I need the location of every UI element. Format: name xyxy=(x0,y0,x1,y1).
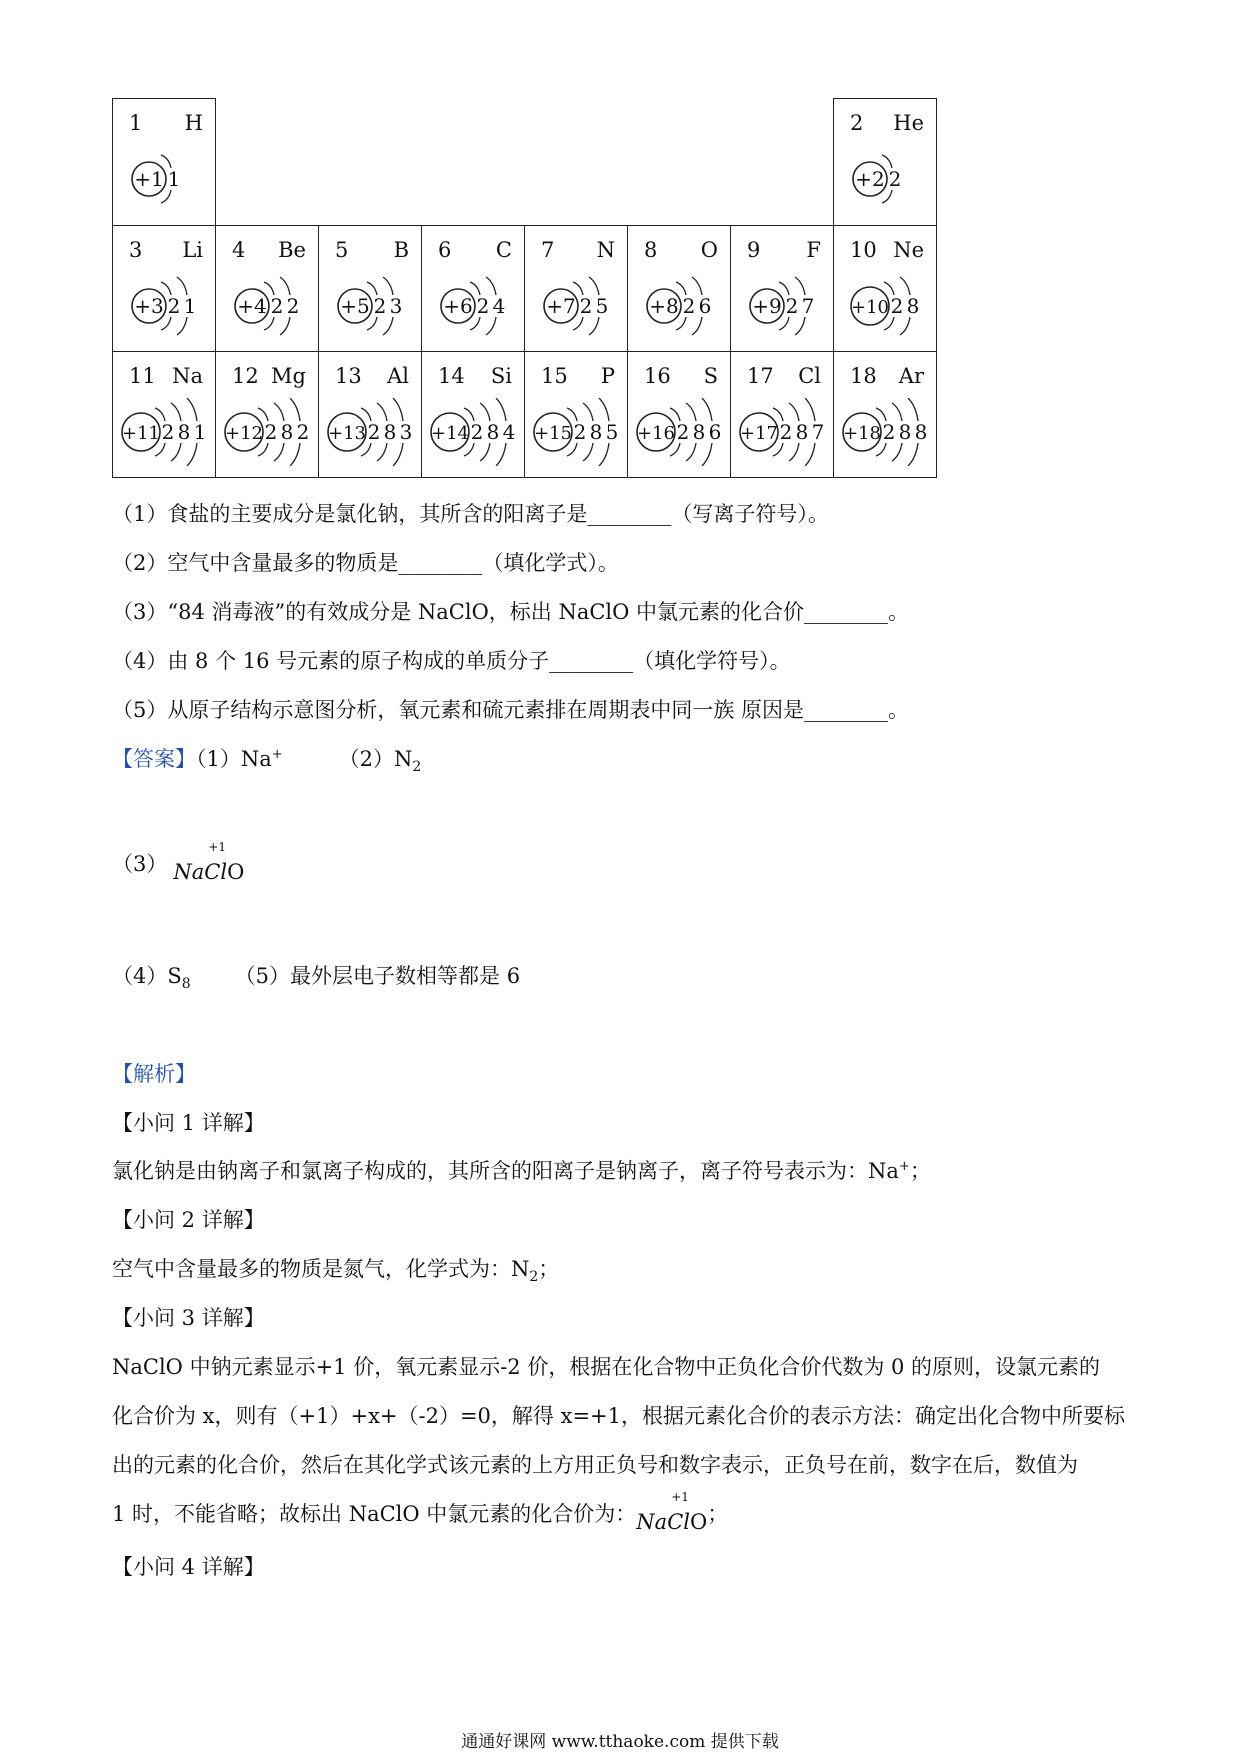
shell-electrons: 8 xyxy=(898,420,912,444)
element-symbol: S xyxy=(703,364,718,388)
element-cell xyxy=(525,226,628,352)
shell-arc xyxy=(773,443,783,456)
shell-arc xyxy=(187,398,197,421)
shell-electrons: 2 xyxy=(573,420,587,444)
nucleus-charge: +3 xyxy=(134,294,164,318)
shell-arc xyxy=(589,317,599,335)
atom-diagram xyxy=(325,272,419,340)
element-symbol: P xyxy=(600,364,615,388)
nucleus-charge: +18 xyxy=(843,423,881,444)
atom-diagram xyxy=(840,272,934,340)
atomic-number: 16 xyxy=(644,364,671,388)
atomic-number: 9 xyxy=(747,238,761,262)
shell-arc xyxy=(795,277,805,295)
element-symbol: N xyxy=(596,238,615,262)
shell-arc xyxy=(496,398,506,421)
shell-electrons: 2 xyxy=(785,294,799,318)
shell-electrons: 5 xyxy=(595,294,609,318)
shell-arc xyxy=(274,403,284,421)
atomic-number: 14 xyxy=(438,364,465,388)
section-4-title: 【小问 4 详解】 xyxy=(112,1555,265,1579)
element-cell xyxy=(731,226,834,352)
shell-arc xyxy=(686,403,696,421)
shell-arc xyxy=(702,443,712,466)
shell-electrons: 2 xyxy=(882,420,896,444)
section-1-title: 【小问 1 详解】 xyxy=(112,1111,265,1135)
element-symbol: Al xyxy=(387,364,409,388)
analysis-tag: 【解析】 xyxy=(112,1062,196,1086)
shell-arc xyxy=(676,317,686,330)
shell-electrons: 4 xyxy=(492,294,506,318)
element-cell xyxy=(113,226,216,352)
shell-arc xyxy=(908,443,918,466)
answer-line-3 xyxy=(112,960,520,992)
shell-electrons: 8 xyxy=(383,420,397,444)
atomic-number: 13 xyxy=(335,364,362,388)
shell-arc xyxy=(573,317,583,330)
shell-arc xyxy=(567,443,577,456)
shell-electrons: 3 xyxy=(399,420,413,444)
atom-diagram xyxy=(634,272,728,340)
nucleus-charge: +4 xyxy=(237,294,267,318)
nucleus-charge: +14 xyxy=(431,423,469,444)
shell-electrons: 2 xyxy=(161,420,175,444)
nucleus-charge: +17 xyxy=(740,423,778,444)
section-2-title: 【小问 2 详解】 xyxy=(112,1208,265,1232)
nucleus-charge: +5 xyxy=(340,294,370,318)
shell-arc xyxy=(383,277,393,295)
shell-arc xyxy=(264,317,274,330)
shell-arc xyxy=(290,443,300,466)
shell-arc xyxy=(692,317,702,335)
shell-arc xyxy=(892,403,902,421)
question-3: （3）“84 消毒液”的有效成分是 NaClO，标出 NaClO 中氯元素的化合价________。 xyxy=(112,600,910,624)
shell-arc xyxy=(599,443,609,466)
shell-electrons: 2 xyxy=(579,294,593,318)
shell-arc xyxy=(599,398,609,421)
shell-arc xyxy=(361,443,371,456)
section-3-line-3: 出的元素的化合价，然后在其化学式该元素的上方用正负号和数字表示，正负号在前，数字在后，数值为 xyxy=(112,1453,1078,1477)
element-cell xyxy=(319,352,422,478)
shell-arc xyxy=(900,277,910,295)
atomic-number: 7 xyxy=(541,238,555,262)
element-cell xyxy=(216,352,319,478)
nucleus-charge: +2 xyxy=(855,167,885,191)
shell-electrons: 2 xyxy=(676,420,690,444)
page-footer: 通通好课网 www.tthaoke.com 提供下载 xyxy=(461,1732,779,1752)
shell-arc xyxy=(171,403,181,421)
shell-arc xyxy=(187,443,197,466)
shell-electrons: 2 xyxy=(890,294,904,318)
shell-electrons: 7 xyxy=(801,294,815,318)
shell-arc xyxy=(686,443,696,461)
section-1-text: 氯化钠是由钠离子和氯离子构成的，其所含的阳离子是钠离子，离子符号表示为：Na+； xyxy=(112,1159,931,1183)
section-3-line-4: 1 时，不能省略；故标出 NaClO 中氯元素的化合价为：NaCl +1 O； xyxy=(112,1490,729,1534)
shell-arc xyxy=(795,317,805,335)
shell-arc xyxy=(171,443,181,461)
atomic-number: 10 xyxy=(850,238,877,262)
shell-arc xyxy=(464,443,474,456)
shell-arc xyxy=(486,277,496,295)
shell-electrons: 2 xyxy=(264,420,278,444)
atom-diagram xyxy=(840,398,934,466)
shell-arc xyxy=(789,403,799,421)
answer-tag: 【答案】 xyxy=(112,747,196,771)
shell-arc xyxy=(177,277,187,295)
element-cell xyxy=(731,352,834,478)
question-4: （4）由 8 个 16 号元素的原子构成的单质分子________（填化学符号）。 xyxy=(112,649,791,673)
element-symbol: Li xyxy=(182,238,203,262)
shell-electrons: 8 xyxy=(795,420,809,444)
nucleus-charge: +16 xyxy=(637,423,675,444)
shell-arc xyxy=(274,443,284,461)
shell-electrons: 8 xyxy=(914,420,928,444)
shell-electrons: 4 xyxy=(502,420,516,444)
atomic-number: 15 xyxy=(541,364,568,388)
atom-diagram xyxy=(737,272,831,340)
shell-electrons: 8 xyxy=(280,420,294,444)
shell-electrons: 2 xyxy=(682,294,696,318)
atom-diagram xyxy=(531,398,625,466)
atom-diagram xyxy=(119,145,213,213)
atomic-number: 1 xyxy=(129,111,143,135)
question-5: （5）从原子结构示意图分析，氧元素和硫元素排在周期表中同一族 原因是________。 xyxy=(112,698,910,722)
shell-arc xyxy=(480,443,490,461)
atom-diagram xyxy=(531,272,625,340)
shell-arc xyxy=(161,317,171,330)
element-cell xyxy=(834,99,937,226)
shell-electrons: 1 xyxy=(167,167,181,191)
shell-electrons: 2 xyxy=(296,420,310,444)
shell-arc xyxy=(290,398,300,421)
shell-electrons: 2 xyxy=(167,294,181,318)
nucleus-charge: +11 xyxy=(122,423,160,444)
answer-4: $(4)S_8$ xyxy=(112,964,191,993)
element-cell xyxy=(834,226,937,352)
nucleus-charge: +7 xyxy=(546,294,576,318)
element-cell xyxy=(113,352,216,478)
shell-electrons: 8 xyxy=(177,420,191,444)
atomic-number: 11 xyxy=(129,364,156,388)
shell-arc xyxy=(367,317,377,330)
shell-electrons: 8 xyxy=(692,420,706,444)
shell-arc xyxy=(155,443,165,456)
atom-diagram xyxy=(634,398,728,466)
shell-arc xyxy=(470,317,480,330)
answer-1: （1）Na+ xyxy=(196,747,283,771)
answer-5: （5）最外层电子数相等都是 6 xyxy=(234,964,521,988)
shell-arc xyxy=(779,317,789,330)
shell-electrons: 2 xyxy=(367,420,381,444)
element-cell xyxy=(628,352,731,478)
shell-electrons: 7 xyxy=(811,420,825,444)
shell-electrons: 2 xyxy=(373,294,387,318)
shell-arc xyxy=(583,403,593,421)
atomic-number: 2 xyxy=(850,111,864,135)
nucleus-charge: +1 xyxy=(134,167,164,191)
shell-arc xyxy=(377,443,387,461)
element-cell xyxy=(113,99,216,226)
shell-electrons: 2 xyxy=(476,294,490,318)
atomic-number: 4 xyxy=(232,238,246,262)
shell-arc xyxy=(882,190,892,203)
answer-2: $(2)N_2$ xyxy=(338,747,422,776)
atom-diagram xyxy=(222,398,316,466)
section-3-line-2: 化合价为 x，则有（+1）+x+（-2）=0，解得 x=+1，根据元素化合价的表示方法：确定出化合物中所要标 xyxy=(112,1404,1125,1428)
atom-diagram xyxy=(119,272,213,340)
atomic-number: 6 xyxy=(438,238,452,262)
shell-arc xyxy=(583,443,593,461)
element-symbol: O xyxy=(700,238,718,262)
shell-arc xyxy=(393,443,403,466)
atom-diagram xyxy=(737,398,831,466)
atom-diagram xyxy=(428,398,522,466)
question-2: （2）空气中含量最多的物质是________（填化学式）。 xyxy=(112,551,619,575)
answer-3: （3） NaCl +1 O xyxy=(112,840,245,884)
element-cell xyxy=(422,352,525,478)
shell-electrons: 2 xyxy=(779,420,793,444)
shell-electrons: 2 xyxy=(286,294,300,318)
element-symbol: Ar xyxy=(898,364,924,388)
shell-arc xyxy=(908,398,918,421)
shell-electrons: 6 xyxy=(698,294,712,318)
shell-arc xyxy=(670,443,680,456)
element-cell xyxy=(525,352,628,478)
atomic-number: 18 xyxy=(850,364,877,388)
nucleus-charge: +10 xyxy=(851,297,889,318)
shell-arc xyxy=(161,190,171,203)
shell-electrons: 5 xyxy=(605,420,619,444)
shell-arc xyxy=(692,277,702,295)
element-cell xyxy=(834,352,937,478)
atomic-number: 17 xyxy=(747,364,774,388)
shell-arc xyxy=(393,398,403,421)
atom-diagram xyxy=(325,398,419,466)
shell-arc xyxy=(177,317,187,335)
shell-arc xyxy=(496,443,506,466)
valence-mark: +1 xyxy=(208,840,226,854)
element-symbol: Na xyxy=(172,364,203,388)
question-1: （1）食盐的主要成分是氯化钠，其所含的阳离子是________（写离子符号）。 xyxy=(112,502,829,526)
shell-electrons: 2 xyxy=(888,167,902,191)
element-symbol: Ne xyxy=(893,238,924,262)
shell-electrons: 1 xyxy=(193,420,207,444)
shell-arc xyxy=(876,443,886,456)
element-symbol: B xyxy=(393,238,409,262)
nucleus-charge: +8 xyxy=(649,294,679,318)
shell-arc xyxy=(702,398,712,421)
table-gap xyxy=(216,99,834,226)
shell-arc xyxy=(486,317,496,335)
shell-electrons: 3 xyxy=(389,294,403,318)
element-cell xyxy=(628,226,731,352)
element-symbol: Cl xyxy=(798,364,821,388)
shell-electrons: 6 xyxy=(708,420,722,444)
element-symbol: Si xyxy=(490,364,512,388)
nucleus-charge: +13 xyxy=(328,423,366,444)
shell-electrons: 2 xyxy=(270,294,284,318)
shell-arc xyxy=(589,277,599,295)
shell-arc xyxy=(789,443,799,461)
shell-arc xyxy=(480,403,490,421)
shell-arc xyxy=(805,398,815,421)
answer-line-1 xyxy=(112,743,421,775)
nucleus-charge: +9 xyxy=(752,294,782,318)
element-symbol: C xyxy=(495,238,512,262)
atomic-number: 3 xyxy=(129,238,143,262)
atom-diagram xyxy=(840,145,934,213)
shell-electrons: 2 xyxy=(470,420,484,444)
shell-arc xyxy=(258,443,268,456)
atomic-number: 5 xyxy=(335,238,349,262)
shell-arc xyxy=(884,317,894,330)
atomic-number: 12 xyxy=(232,364,259,388)
shell-arc xyxy=(900,317,910,335)
atomic-number: 8 xyxy=(644,238,658,262)
section-3-title: 【小问 3 详解】 xyxy=(112,1306,265,1330)
element-symbol: Mg xyxy=(271,364,306,388)
shell-electrons: 8 xyxy=(486,420,500,444)
nucleus-charge: +15 xyxy=(534,423,572,444)
shell-arc xyxy=(280,277,290,295)
element-cell xyxy=(319,226,422,352)
element-cell xyxy=(216,226,319,352)
shell-arc xyxy=(892,443,902,461)
atom-diagram xyxy=(222,272,316,340)
element-symbol: Be xyxy=(278,238,306,262)
element-symbol: He xyxy=(893,111,924,135)
shell-electrons: 8 xyxy=(906,294,920,318)
shell-electrons: 8 xyxy=(589,420,603,444)
shell-arc xyxy=(280,317,290,335)
nucleus-charge: +12 xyxy=(225,423,263,444)
element-cell xyxy=(422,226,525,352)
element-symbol: F xyxy=(806,238,821,262)
shell-arc xyxy=(383,317,393,335)
shell-electrons: 1 xyxy=(183,294,197,318)
element-symbol: H xyxy=(184,111,203,135)
section-2-text: 空气中含量最多的物质是氮气，化学式为：$N_2$； xyxy=(112,1257,560,1286)
atom-diagram xyxy=(428,272,522,340)
shell-arc xyxy=(805,443,815,466)
nucleus-charge: +6 xyxy=(443,294,473,318)
periodic-table xyxy=(112,98,937,478)
shell-arc xyxy=(377,403,387,421)
atom-diagram xyxy=(119,398,213,466)
section-3-line-1: NaClO 中钠元素显示+1 价，氧元素显示-2 价，根据在化合物中正负化合价代数为 0 的原则，设氯元素的 xyxy=(112,1355,1101,1379)
